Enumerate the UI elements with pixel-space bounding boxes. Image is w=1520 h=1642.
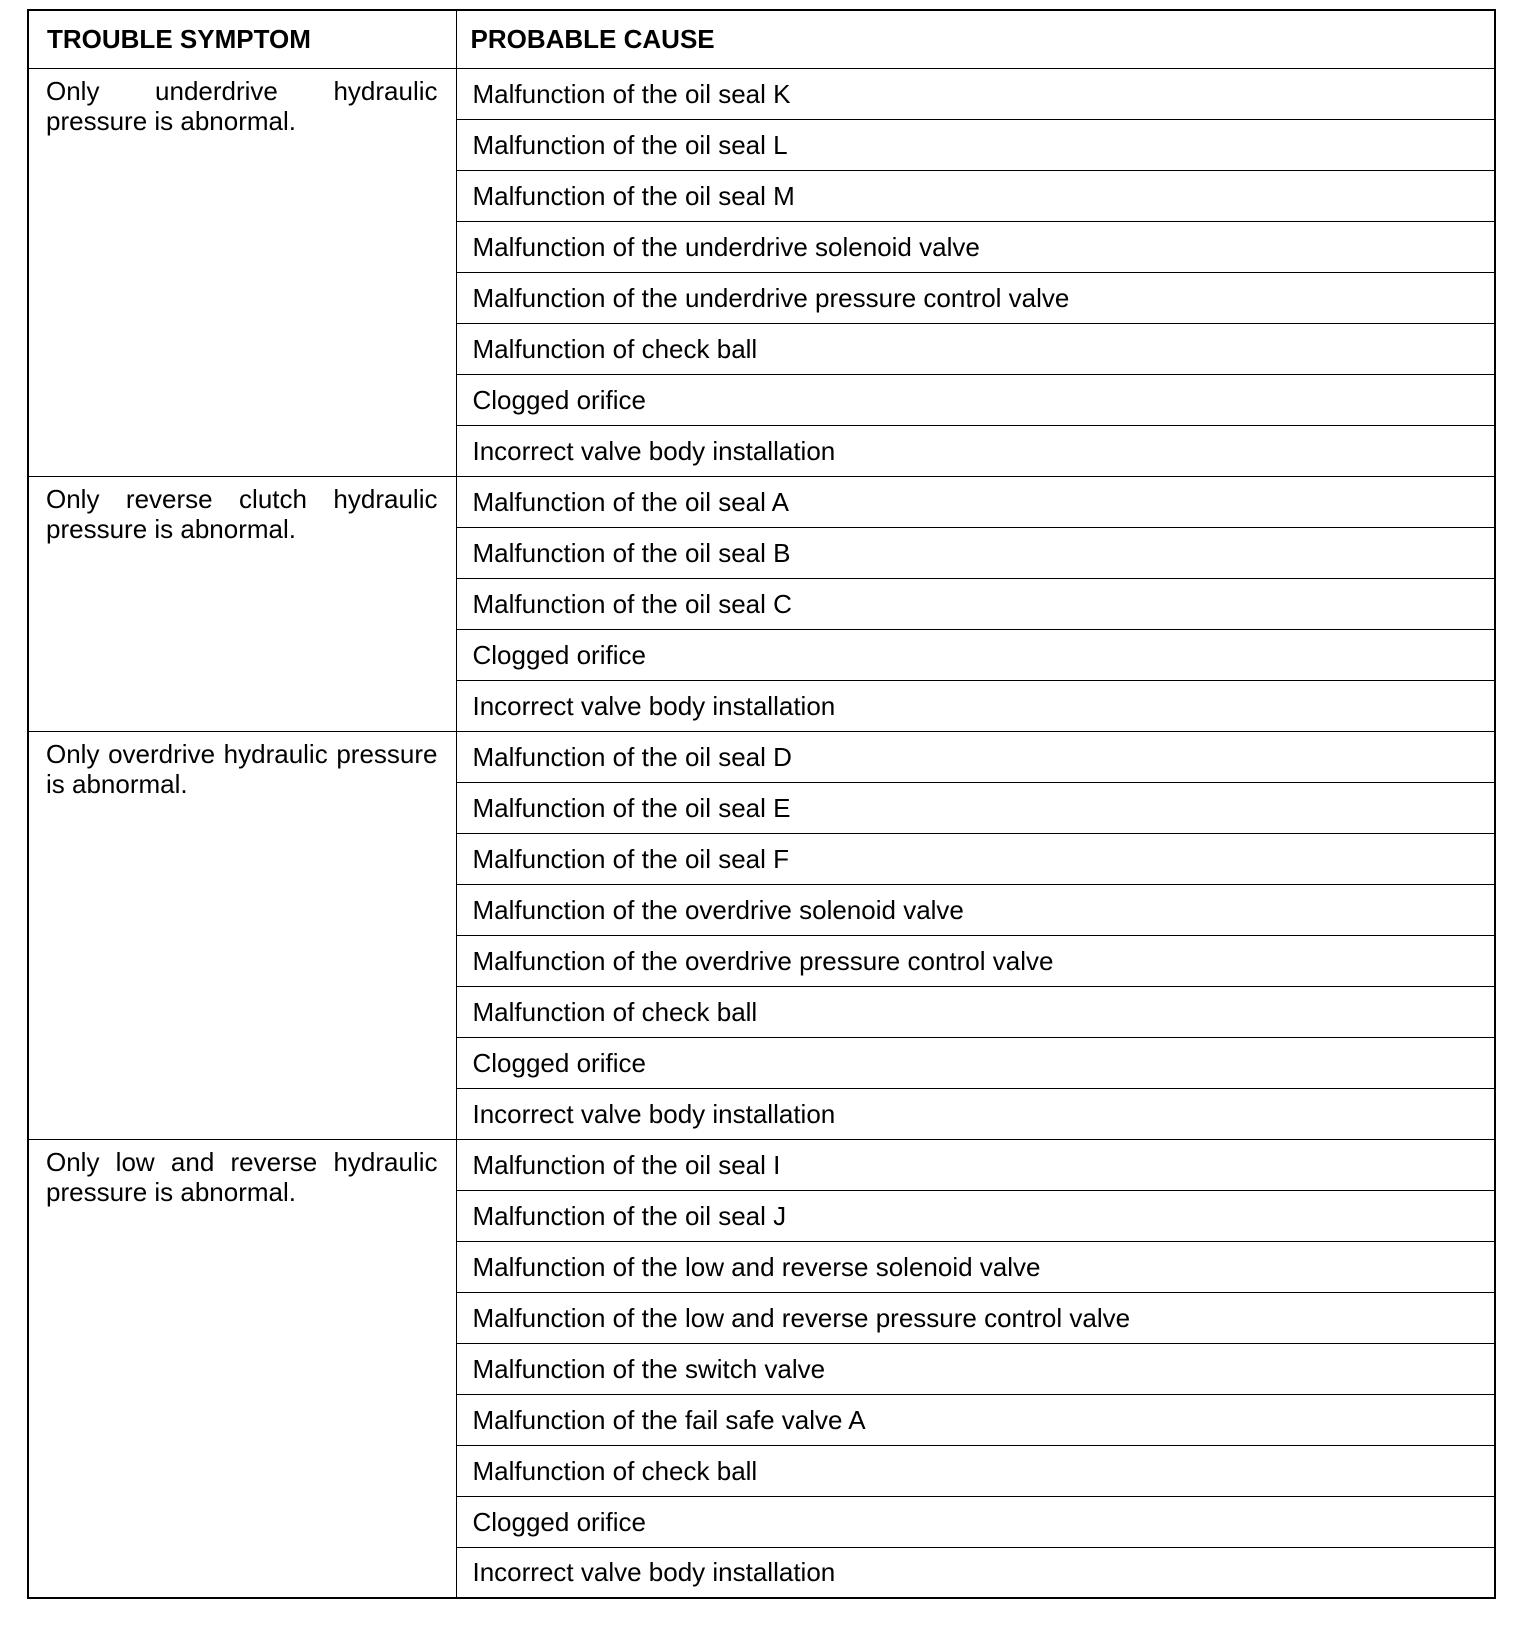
table-row (28, 68, 1495, 119)
probable-cause-cell: Malfunction of the overdrive pressure control valve (456, 935, 1495, 986)
probable-cause-cell: Malfunction of the oil seal B (456, 527, 1495, 578)
probable-cause-cell: Clogged orifice (456, 629, 1495, 680)
probable-cause-cell: Malfunction of the oil seal K (456, 68, 1495, 119)
probable-cause-cell: Malfunction of the low and reverse solenoid valve (456, 1241, 1495, 1292)
probable-cause-cell: Malfunction of the oil seal D (456, 731, 1495, 782)
trouble-symptom-cell: Only low and reverse hydraulic pressure is abnormal. (28, 1139, 456, 1598)
probable-cause-cell: Incorrect valve body installation (456, 1547, 1495, 1598)
probable-cause-cell: Malfunction of the oil seal F (456, 833, 1495, 884)
probable-cause-cell: Incorrect valve body installation (456, 680, 1495, 731)
probable-cause-cell: Malfunction of the oil seal M (456, 170, 1495, 221)
table-row (28, 731, 1495, 782)
trouble-symptom-cell: Only underdrive hydraulic pressure is abnormal. (28, 68, 456, 476)
cause-column-header: PROBABLE CAUSE (456, 10, 1495, 68)
probable-cause-cell: Malfunction of the underdrive pressure control valve (456, 272, 1495, 323)
probable-cause-cell: Malfunction of the oil seal C (456, 578, 1495, 629)
probable-cause-cell: Malfunction of check ball (456, 323, 1495, 374)
probable-cause-cell: Incorrect valve body installation (456, 425, 1495, 476)
probable-cause-cell: Malfunction of the oil seal L (456, 119, 1495, 170)
probable-cause-cell: Malfunction of the fail safe valve A (456, 1394, 1495, 1445)
probable-cause-cell: Incorrect valve body installation (456, 1088, 1495, 1139)
probable-cause-cell: Malfunction of the low and reverse pressure control valve (456, 1292, 1495, 1343)
probable-cause-cell: Clogged orifice (456, 1037, 1495, 1088)
probable-cause-cell: Malfunction of check ball (456, 986, 1495, 1037)
probable-cause-cell: Clogged orifice (456, 374, 1495, 425)
table-row (28, 476, 1495, 527)
table-body (28, 68, 1495, 1598)
trouble-symptom-cell: Only overdrive hydraulic pressure is abnormal. (28, 731, 456, 1139)
header-row (28, 10, 1495, 68)
probable-cause-cell: Malfunction of the oil seal E (456, 782, 1495, 833)
table-row (28, 1139, 1495, 1190)
probable-cause-cell: Clogged orifice (456, 1496, 1495, 1547)
trouble-symptom-cell: Only reverse clutch hydraulic pressure is abnormal. (28, 476, 456, 731)
symptom-column-header: TROUBLE SYMPTOM (28, 10, 456, 68)
probable-cause-cell: Malfunction of the overdrive solenoid valve (456, 884, 1495, 935)
probable-cause-cell: Malfunction of the oil seal A (456, 476, 1495, 527)
probable-cause-cell: Malfunction of the switch valve (456, 1343, 1495, 1394)
probable-cause-cell: Malfunction of the oil seal I (456, 1139, 1495, 1190)
probable-cause-cell: Malfunction of the oil seal J (456, 1190, 1495, 1241)
troubleshooting-table (27, 9, 1496, 1599)
probable-cause-cell: Malfunction of the underdrive solenoid valve (456, 221, 1495, 272)
probable-cause-cell: Malfunction of check ball (456, 1445, 1495, 1496)
